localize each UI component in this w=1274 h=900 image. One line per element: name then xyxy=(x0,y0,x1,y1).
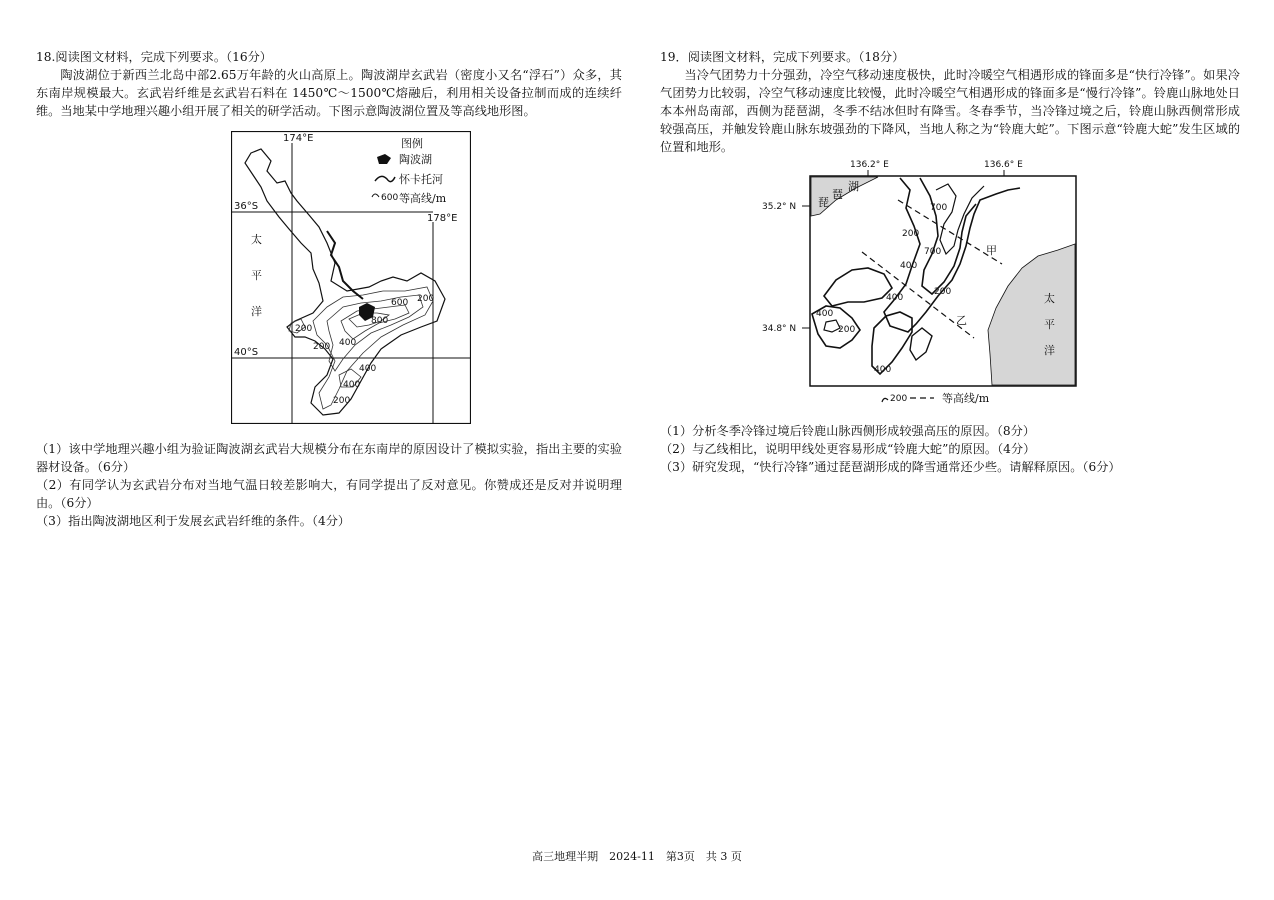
q19-title: 19．阅读图文材料，完成下列要求。（18分） xyxy=(660,50,905,64)
contour-label: 200 xyxy=(295,324,313,334)
q18-question-1: （1）该中学地理兴趣小组为验证陶波湖玄武岩大规模分布在东南岸的原因设计了模拟实验，指出主要的实验器材设备。（6分） xyxy=(36,442,622,474)
lake-char-2: 琶 xyxy=(832,188,843,201)
contour-label: 400 xyxy=(816,309,834,319)
page-footer: 高三地理半期 2024-11 第3页 共 3 页 xyxy=(532,850,742,863)
contour-label: 400 xyxy=(343,380,361,390)
lake-char-1: 琵 xyxy=(818,196,829,209)
contour-label: 700 xyxy=(924,247,942,257)
pacific-char-3: 洋 xyxy=(1044,344,1055,357)
contour-label: 600 xyxy=(391,298,409,308)
legend-lake: 陶波湖 xyxy=(399,153,432,166)
contour-label: 200 xyxy=(417,294,435,304)
q18-question-3: （3）指出陶波湖地区利于发展玄武岩纤维的条件。（4分） xyxy=(36,514,351,528)
contour-label: 200 xyxy=(902,229,920,239)
lat-top-label: 35.2° N xyxy=(762,202,797,212)
contour-label: 400 xyxy=(874,365,892,375)
contour-label: 400 xyxy=(339,338,357,348)
contour-label: 200 xyxy=(838,325,856,335)
contour-label: 400 xyxy=(900,261,918,271)
contour-label: 400 xyxy=(886,293,904,303)
contour-label: 800 xyxy=(371,316,389,326)
q18-title: 18.阅读图文材料，完成下列要求。（16分） xyxy=(36,50,272,64)
lon-left-label: 136.2° E xyxy=(850,160,889,170)
question-18 xyxy=(36,48,622,120)
legend-river: 怀卡托河 xyxy=(399,173,443,186)
lon-178-label: 178°E xyxy=(427,213,458,224)
contour-label: 200 xyxy=(313,342,331,352)
line-jia-label: 甲 xyxy=(986,244,997,257)
pacific-char-2: 平 xyxy=(1044,318,1055,331)
contour-label: 200 xyxy=(333,396,351,406)
ocean-char-1: 太 xyxy=(251,233,262,246)
q19-passage: 当冷气团势力十分强劲，冷空气移动速度极快，此时冷暖空气相遇形成的锋面多是“快行冷锋”。如果冷气团势力比较弱，冷空气移动速度比较慢，此时冷暖空气相遇形成的锋面多是“慢行冷锋”。铃鹿山脉地处日本本州岛南部，西侧为琵琶湖，冬季不结冰但时有降雪。冬春季节，当冷锋过境之后，铃鹿山脉西侧常形成较强高压，并触发铃鹿山脉东坡强劲的下降风，当地人称之为“铃鹿大蛇”。下图示意“铃鹿大蛇”发生区域的位置和地形。 xyxy=(660,68,1240,154)
q18-question-2: （2）有同学认为玄武岩分布对当地气温日较差影响大，有同学提出了反对意见。你赞成还是反对并说明理由。（6分） xyxy=(36,478,622,510)
pacific-char-1: 太 xyxy=(1044,292,1055,305)
q19-question-3: （3）研究发现，“快行冷锋”通过琵琶湖形成的降雪通常还少些。请解释原因。（6分） xyxy=(660,460,1121,474)
taupo-map xyxy=(231,131,471,424)
lon-174-label: 174°E xyxy=(283,133,314,144)
question-19 xyxy=(660,48,1240,156)
lake-char-3: 湖 xyxy=(848,180,859,193)
ocean-char-3: 洋 xyxy=(251,305,262,318)
line-yi-label: 乙 xyxy=(956,314,967,327)
lat-bottom-label: 34.8° N xyxy=(762,324,797,334)
ocean-char-2: 平 xyxy=(251,269,262,282)
q18-questions xyxy=(36,440,622,530)
legend-contour: 等高线/m xyxy=(399,192,447,205)
contour-label: 700 xyxy=(930,203,948,213)
lat-40-label: 40°S xyxy=(234,347,259,358)
suzuka-map xyxy=(760,156,1080,408)
q19-question-1: （1）分析冬季冷锋过境后铃鹿山脉西侧形成较强高压的原因。（8分） xyxy=(660,424,1036,438)
q18-passage: 陶波湖位于新西兰北岛中部2.65万年龄的火山高原上。陶波湖岸玄武岩（密度小又名“浮石”）众多，其东南岸规模最大。玄武岩纤维是玄武岩石料在 1450℃～1500℃熔融后，利用相关设备拉制而成的连续纤维。当地某中学地理兴趣小组开展了相关的研学活动。下图示意陶波湖位置及等高线地形图。 xyxy=(36,68,622,118)
lat-36-label: 36°S xyxy=(234,201,259,212)
legend-title: 图例 xyxy=(401,137,423,150)
contour-label: 400 xyxy=(359,364,377,374)
q19-questions xyxy=(660,422,1240,476)
contour-label: 200 xyxy=(934,287,952,297)
contour-legend-icon xyxy=(882,398,888,402)
legend-contour-value: 600 xyxy=(381,193,399,203)
legend-contour: 等高线/m xyxy=(942,392,990,405)
q19-question-2: （2）与乙线相比，说明甲线处更容易形成“铃鹿大蛇”的原因。（4分） xyxy=(660,442,1036,456)
lon-right-label: 136.6° E xyxy=(984,160,1023,170)
legend-contour-value: 200 xyxy=(890,394,908,404)
